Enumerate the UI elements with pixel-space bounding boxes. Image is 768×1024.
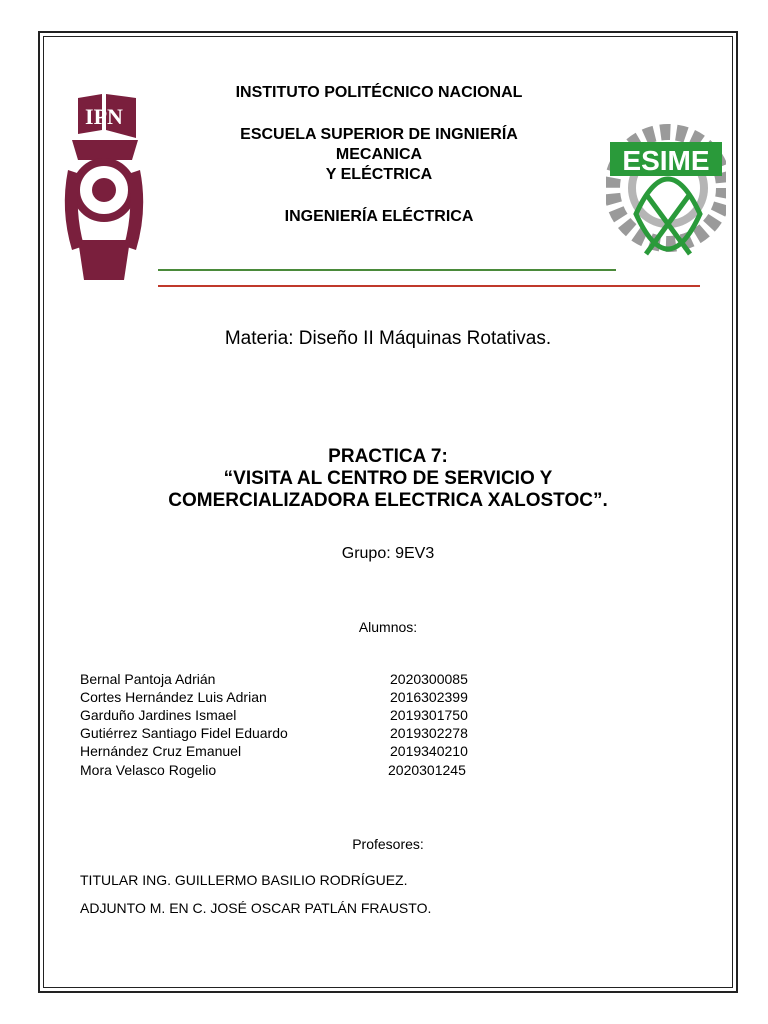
practice-title-line2: “VISITA AL CENTRO DE SERVICIO Y [223,468,553,489]
subject: Materia: Diseño II Máquinas Rotativas. [224,328,552,349]
group: Grupo: 9EV3 [341,545,435,562]
students-label: Alumnos: [358,619,418,635]
student-row [80,689,500,707]
student-id: 2019301750 [390,707,468,723]
student-name: Mora Velasco Rogelio [80,762,217,778]
student-name: Hernández Cruz Emanuel [80,743,242,759]
svg-text:IPN: IPN [85,104,123,129]
school-name-line1: ESCUELA SUPERIOR DE INGNIERÍA [240,126,518,143]
professors-label: Profesores: [352,836,424,852]
professor-titular: TITULAR ING. GUILLERMO BASILIO RODRÍGUEZ. [80,872,408,888]
student-name: Bernal Pantoja Adrián [80,671,216,687]
esime-logo-icon [606,84,726,292]
student-id: 2020301245 [388,762,466,778]
red-rule [158,285,700,287]
school-name-line2: MECANICA [335,146,423,163]
ipn-logo [58,90,150,290]
student-id: 2019302278 [390,725,468,741]
student-row [80,725,500,743]
school-name [160,125,598,185]
practice-title-line3: COMERCIALIZADORA ELECTRICA XALOSTOC”. [168,490,608,511]
green-rule [158,269,616,271]
student-name: Gutiérrez Santiago Fidel Eduardo [80,725,288,741]
program-name: INGENIERÍA ELÉCTRICA [284,208,474,225]
student-name: Cortes Hernández Luis Adrian [80,689,267,705]
ipn-logo-icon [58,90,150,290]
student-row [80,671,500,689]
student-id: 2019340210 [390,743,468,759]
esime-logo [606,84,726,292]
school-name-line3: Y ELÉCTRICA [325,166,433,183]
student-row [80,762,500,780]
institute-name: INSTITUTO POLITÉCNICO NACIONAL [235,84,523,101]
professor-adjunto: ADJUNTO M. EN C. JOSÉ OSCAR PATLÁN FRAUSTO. [80,900,432,916]
practice-title-line1: PRACTICA 7: [328,446,448,467]
student-row [80,707,500,725]
svg-text:ESIME: ESIME [622,145,710,176]
student-name: Garduño Jardines Ismael [80,707,237,723]
practice-title [44,446,732,512]
student-row [80,743,500,761]
student-id: 2020300085 [390,671,468,687]
student-id: 2016302399 [390,689,468,705]
